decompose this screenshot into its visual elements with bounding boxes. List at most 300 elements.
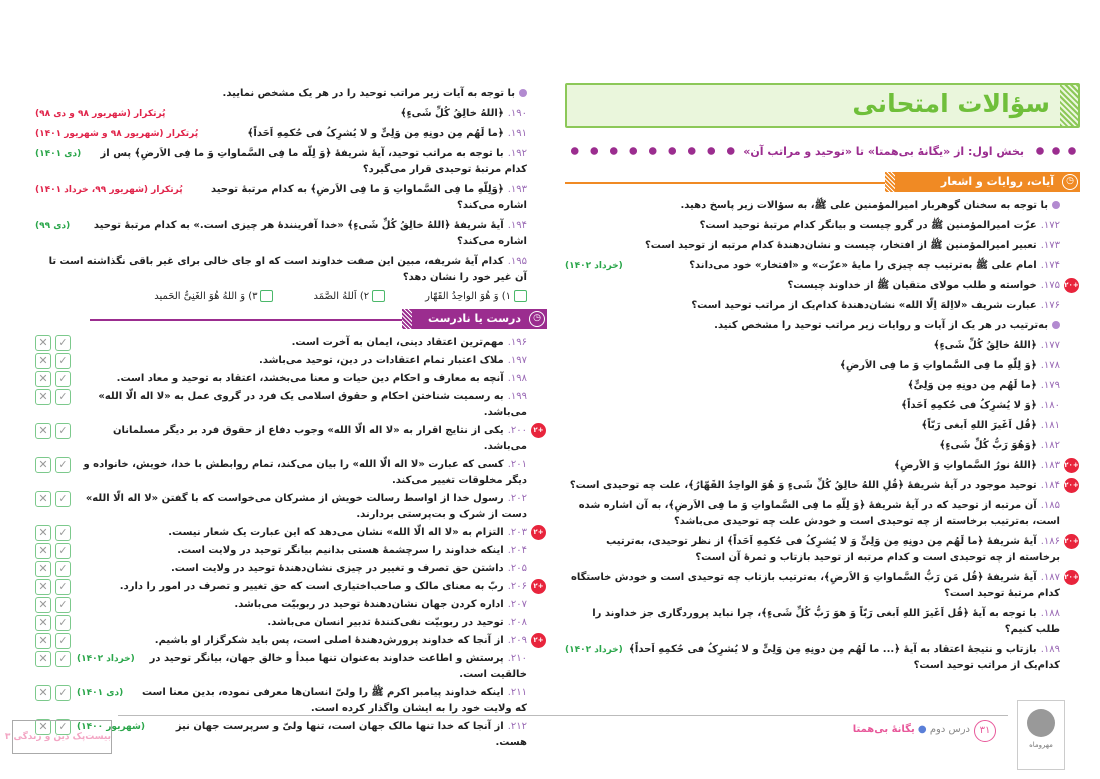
question-number: ۱۸۴. xyxy=(1040,480,1060,491)
question-text: ﴿ما لَهُم مِن دونِهِ مِن وَلِیٍّ﴾ xyxy=(907,380,1037,391)
false-box[interactable]: ✕ xyxy=(35,651,51,667)
answer-options xyxy=(35,289,527,305)
question-number: ۲۰۰. xyxy=(507,425,527,436)
question-item xyxy=(565,278,1080,294)
question-number: ۱۸۰. xyxy=(1040,400,1060,411)
repeat-tag: پُرتکرار (شهریور ۹۸ و شهریور ۱۴۰۱) xyxy=(35,129,199,139)
question-text: اداره کردن جهان نشان‌دهندهٔ توحید در ربوبیّت می‌باشد. xyxy=(234,599,504,610)
false-box[interactable]: ✕ xyxy=(35,353,51,369)
question-text: التزام به «لا اله الّا الله» نشان می‌دهد که این عبارت یک شعار نیست. xyxy=(168,527,504,538)
true-false-boxes xyxy=(35,423,71,439)
question-number: ۱۹۷. xyxy=(507,355,527,366)
false-box[interactable]: ✕ xyxy=(35,633,51,649)
true-false-boxes xyxy=(35,371,71,387)
question-text: داشتن حق تصرف و تغییر در چیزی نشان‌دهندهٔ توحید در ولایت است. xyxy=(171,563,504,574)
question-body xyxy=(35,218,527,250)
question-item xyxy=(565,378,1080,394)
badge-gutter xyxy=(1060,238,1080,254)
question-text: توحید موجود در آیهٔ شریفهٔ ﴿قُلِ اللهُ خالِقُ کُلِّ شَیءٍ وَ هُوَ الواحِدُ القَهّارُ﴾، علت چه توحیدی است؟ xyxy=(569,480,1037,491)
question-number: ۱۷۷. xyxy=(1040,340,1060,351)
question-text: بازتاب و نتیجهٔ اعتقاد به آیهٔ ﴿... ما لَهُم مِن دونِهِ مِن وَلِیٍّ و لا یُشرِکُ فی حُکمِهِ اَحداً﴾ کدام‌یک از مراتب توحید است؟ xyxy=(629,644,1060,671)
question-text: ﴿وَ لِلّهِ ما فِی السَّماواتِ وَ ما فِی الاَرضِ﴾ xyxy=(839,360,1037,371)
badge-gutter xyxy=(527,254,547,270)
question-number: ۱۸۲. xyxy=(1040,440,1060,451)
question-number: ۱۸۹. xyxy=(1040,644,1060,655)
true-false-boxes xyxy=(35,685,71,701)
question-number: ۱۹۵. xyxy=(507,256,527,267)
question-text: پرستش و اطاعت خداوند به‌عنوان تنها مبدأ و خالق جهان، بیانگر توحید در خالقیت است. xyxy=(149,653,527,680)
exam-date-note: (دی ۱۴۰۱) xyxy=(35,149,82,159)
repeat-tag: پُرتکرار (شهریور ۹۹، خرداد ۱۴۰۱) xyxy=(35,185,183,195)
question-body xyxy=(77,543,527,559)
question-text: به رسمیت شناختن احکام و حقوق اسلامی یک فرد در گروی عمل به «لا اله الّا الله» می‌باشد. xyxy=(98,391,527,418)
question-number: ۲۰۲. xyxy=(507,493,527,504)
score-badge: +۲ xyxy=(531,423,546,438)
question-body xyxy=(565,418,1060,434)
question-body xyxy=(77,457,527,489)
question-body xyxy=(565,278,1060,294)
badge-gutter xyxy=(1060,338,1080,354)
true-box[interactable]: ✓ xyxy=(55,579,71,595)
option-checkbox[interactable] xyxy=(514,290,527,302)
question-body xyxy=(35,146,527,178)
badge-gutter xyxy=(1060,642,1080,658)
question-continuation: است و کدام مرتبه از توحید بازتاب و ثمرهٔ آن است؟ xyxy=(695,552,947,563)
score-badge: +۲ xyxy=(531,579,546,594)
badge-gutter xyxy=(527,597,547,613)
true-box[interactable]: ✓ xyxy=(55,651,71,667)
question-body xyxy=(565,358,1060,374)
section-header-verses: ◷ آیات، روایات و اشعار xyxy=(565,172,1080,192)
question-number: ۱۷۳. xyxy=(1040,240,1060,251)
question-item xyxy=(565,570,1080,602)
badge-gutter xyxy=(527,651,547,667)
true-box[interactable]: ✓ xyxy=(55,633,71,649)
true-false-boxes xyxy=(35,651,71,667)
true-box[interactable]: ✓ xyxy=(55,491,71,507)
badge-gutter xyxy=(1060,570,1080,586)
bullet-icon xyxy=(1052,321,1060,329)
question-item xyxy=(35,685,547,717)
question-body xyxy=(565,318,1060,334)
answer-option[interactable] xyxy=(425,289,527,305)
question-number: ۱۸۶. xyxy=(1040,536,1060,547)
question-text: اینکه خداوند پیامبر اکرم ﷺ را ولیّ انسان‌ها معرفی نموده، بدین معنا است که ولایت خود را به ایشان واگذار کرده است. xyxy=(141,687,527,714)
question-text: تعبیر امیرالمؤمنین ﷺ از افتخار، چیست و نشان‌دهندهٔ کدام مرتبه از توحید است؟ xyxy=(644,240,1037,251)
false-box[interactable]: ✕ xyxy=(35,543,51,559)
question-number: ۱۷۹. xyxy=(1040,380,1060,391)
question-text: با توجه به سخنان گوهربار امیرالمؤمنین علی ﷺ، به سؤالات زیر پاسخ دهید. xyxy=(680,200,1048,211)
true-false-boxes xyxy=(35,597,71,613)
badge-gutter xyxy=(527,615,547,631)
question-body xyxy=(77,423,527,455)
true-box[interactable]: ✓ xyxy=(55,371,71,387)
question-body xyxy=(565,378,1060,394)
question-text: کسی که عبارت «لا اله الّا الله» را بیان می‌کند، تمام روابطش با خدا، خویش، خانواده و دیگر مخلوقات تغییر می‌کند. xyxy=(83,459,527,486)
question-item xyxy=(565,298,1080,314)
question-text: با توجه به آیات زیر مراتب توحید را در هر یک مشخص نمایید. xyxy=(222,88,515,99)
badge-gutter xyxy=(1060,534,1080,550)
question-number: ۱۷۶. xyxy=(1040,300,1060,311)
instruction xyxy=(565,198,1080,214)
question-number: ۱۸۳. xyxy=(1040,460,1060,471)
question-item xyxy=(565,458,1080,474)
question-item xyxy=(565,398,1080,414)
badge-gutter xyxy=(1060,606,1080,622)
question-number: ۱۷۴. xyxy=(1040,260,1060,271)
publisher-logo: مهروماه xyxy=(1017,700,1065,770)
question-body xyxy=(565,458,1060,474)
badge-gutter xyxy=(1060,278,1080,294)
question-text: آیهٔ شریفهٔ ﴿قُل مَن رَبُّ السَّماواتِ وَ الاَرضِ﴾، به‌ترتیب بازتاب چه توحیدی است و خودش خاستگاه کدام مرتبهٔ xyxy=(570,572,1060,599)
true-false-boxes xyxy=(35,543,71,559)
question-item xyxy=(35,371,547,387)
part-title-row xyxy=(565,143,1080,159)
question-item xyxy=(35,543,547,559)
question-number: ۱۸۱. xyxy=(1040,420,1060,431)
question-number: ۱۷۲. xyxy=(1040,220,1060,231)
question-text: ﴿ما لَهُم مِن دونِهِ مِن وَلِیٍّ و لا یُشرِکُ فی حُکمِهِ اَحَداً﴾ xyxy=(247,128,504,139)
question-body xyxy=(77,615,527,631)
true-box[interactable]: ✓ xyxy=(55,457,71,473)
badge-gutter xyxy=(1060,218,1080,234)
true-false-boxes xyxy=(35,615,71,631)
false-box[interactable]: ✕ xyxy=(35,579,51,595)
question-body xyxy=(77,525,527,541)
false-box[interactable]: ✕ xyxy=(35,389,51,405)
question-item xyxy=(35,146,547,178)
question-item xyxy=(565,258,1080,274)
question-body xyxy=(565,478,1060,494)
question-text: کدام آیهٔ شریفه، مبین این صفت خداوند است که او جای خالی برای غیر باقی نگذاشته است تا آن غیر خود را نشان دهد؟ xyxy=(48,256,527,283)
true-false-boxes xyxy=(35,525,71,541)
question-text: به‌ترتیب در هر یک از آیات و روایات زیر مراتب توحید را مشخص کنید. xyxy=(714,320,1048,331)
badge-gutter xyxy=(1060,358,1080,374)
score-badge: +۲۰ xyxy=(1064,478,1079,493)
question-body xyxy=(77,561,527,577)
question-item xyxy=(35,106,547,122)
question-text: با توجه به آیهٔ ﴿قُل اَغَیرَ اللهِ اَبغی رَبّاً وَ هوَ رَبُّ کُلِّ شَیءٍ﴾، چرا نباید پروردگاری جز خداوند را طلب کنیم؟ xyxy=(592,608,1060,635)
badge-gutter xyxy=(1060,458,1080,474)
bullet-icon xyxy=(1052,201,1060,209)
answer-option[interactable] xyxy=(154,289,273,305)
question-number: ۲۰۹. xyxy=(507,635,527,646)
question-item xyxy=(565,418,1080,434)
question-item xyxy=(35,126,547,142)
question-body xyxy=(129,685,527,717)
question-continuation: برخاسته از چه توحیدی است و خودش علت چه توحیدی می‌باشد؟ xyxy=(673,516,988,527)
option-label: ۲) اَللهُ الصَّمَد xyxy=(313,291,370,302)
question-number: ۲۰۵. xyxy=(507,563,527,574)
true-false-boxes xyxy=(35,579,71,595)
question-body xyxy=(77,353,527,369)
question-text: ملاک اعتبار تمام اعتقادات در دین، توحید می‌باشد. xyxy=(259,355,504,366)
exam-title: سؤالات امتحانی xyxy=(852,89,1050,118)
question-text: ﴿اللهُ خالِقُ کُلِّ شَیءٍ﴾ xyxy=(400,108,504,119)
score-badge: +۲۰ xyxy=(1064,534,1079,549)
question-text: مهم‌ترین اعتقاد دینی، ایمان به آخرت است. xyxy=(291,337,504,348)
true-box[interactable]: ✓ xyxy=(55,423,71,439)
badge-gutter xyxy=(527,457,547,473)
true-box[interactable]: ✓ xyxy=(55,389,71,405)
true-box[interactable]: ✓ xyxy=(55,597,71,613)
true-false-boxes xyxy=(35,457,71,473)
question-text: اینکه خداوند را سرچشمهٔ هستی بدانیم بیانگر توحید در ولایت است. xyxy=(177,545,504,556)
question-body xyxy=(77,579,527,595)
question-body xyxy=(565,198,1060,214)
question-body xyxy=(141,651,527,683)
question-number: ۲۰۶. xyxy=(507,581,527,592)
question-item xyxy=(565,498,1080,530)
question-body xyxy=(565,642,1060,674)
question-body xyxy=(35,182,527,214)
badge-gutter xyxy=(527,86,547,102)
badge-gutter xyxy=(527,106,547,122)
question-body xyxy=(77,389,527,421)
question-text: توحید در ربوبیّت نفی‌کنندهٔ تدبیر انسان می‌باشد. xyxy=(267,617,504,628)
true-box[interactable]: ✓ xyxy=(55,353,71,369)
false-box[interactable]: ✕ xyxy=(35,423,51,439)
question-body xyxy=(77,335,527,351)
exam-date-note: (شهریور ۱۴۰۰) xyxy=(77,722,145,732)
page-number: ۳۱ xyxy=(974,720,996,742)
badge-gutter xyxy=(527,146,547,162)
question-body xyxy=(35,254,527,305)
question-number: ۱۸۸. xyxy=(1040,608,1060,619)
exam-date-note: (دی ۹۹) xyxy=(35,221,71,231)
question-number: ۲۰۱. xyxy=(507,459,527,470)
option-label: ۱) وَ هُوَ الواحِدُ القَهّار xyxy=(425,291,511,302)
true-box[interactable]: ✓ xyxy=(55,525,71,541)
question-text: ﴿قُل اَغَیرَ اللهِ اَبغی رَبّاً﴾ xyxy=(921,420,1037,431)
badge-gutter xyxy=(527,335,547,351)
badge-gutter xyxy=(1060,318,1080,334)
question-item xyxy=(35,615,547,631)
badge-gutter xyxy=(527,423,547,439)
question-body xyxy=(565,258,1060,274)
false-box[interactable]: ✕ xyxy=(35,491,51,507)
part-title: بخش اول: از «یگانهٔ بی‌همتا» تا «توحید و مراتب آن» xyxy=(743,144,1024,158)
false-box[interactable]: ✕ xyxy=(35,561,51,577)
question-text: عزّت امیرالمؤمنین ﷺ در گرو چیست و بیانگر کدام مرتبهٔ توحید است؟ xyxy=(699,220,1037,231)
question-body xyxy=(77,633,527,649)
true-false-boxes xyxy=(35,633,71,649)
question-item xyxy=(35,525,547,541)
true-box[interactable]: ✓ xyxy=(55,543,71,559)
question-item xyxy=(35,651,547,683)
badge-gutter xyxy=(527,561,547,577)
true-false-boxes xyxy=(35,353,71,369)
badge-gutter xyxy=(1060,478,1080,494)
question-number: ۲۱۰. xyxy=(507,653,527,664)
question-item xyxy=(35,335,547,351)
question-text: ﴿اللهُ نورُ السَّماواتِ وَ الاَرضِ﴾ xyxy=(894,460,1037,471)
question-text: آیهٔ شریفهٔ ﴿ما لَهُم مِن دونِهِ مِن وَلِیٍّ وَ لا یُشرِکُ فی حُکمِهِ اَحَداً﴾ از نظر توحیدی، به‌ترتیب برخاسته از چه توحیدی xyxy=(606,536,1060,563)
option-checkbox[interactable] xyxy=(372,290,385,302)
false-box[interactable]: ✕ xyxy=(35,719,51,735)
question-number: ۱۹۰. xyxy=(507,108,527,119)
question-number: ۲۰۷. xyxy=(507,599,527,610)
question-body xyxy=(35,106,527,122)
question-number: ۱۹۸. xyxy=(507,373,527,384)
question-item xyxy=(35,491,547,523)
true-false-boxes xyxy=(35,491,71,507)
question-body xyxy=(77,491,527,523)
question-number: ۱۹۱. xyxy=(507,128,527,139)
question-item xyxy=(35,182,547,214)
repeat-tag: پُرتکرار (شهریور ۹۸ و دی ۹۸) xyxy=(35,109,166,119)
lesson-breadcrumb: درس دوم ● یگانهٔ بی‌همتا xyxy=(852,724,970,735)
question-number: ۲۱۲. xyxy=(507,721,527,732)
question-text: آنچه به معارف و احکام دین حیات و معنا می‌بخشد، اعتقاد به توحید و معاد است. xyxy=(116,373,504,384)
score-badge: +۲۰ xyxy=(1064,278,1079,293)
question-body xyxy=(77,371,527,387)
question-body xyxy=(565,338,1060,354)
badge-gutter xyxy=(527,543,547,559)
badge-gutter xyxy=(1060,258,1080,274)
question-body xyxy=(565,298,1060,314)
question-text: از آنجا که خدا تنها مالک جهان است، تنها ولیّ و سرپرست جهان نیز هست. xyxy=(175,721,527,748)
option-label: ۳) وَ اللهُ هُوَ الغَنِیُّ الحَمید xyxy=(154,291,258,302)
question-number: ۱۹۴. xyxy=(507,220,527,231)
score-badge: +۲ xyxy=(531,633,546,648)
badge-gutter xyxy=(527,685,547,701)
question-text: رسول خدا از اواسط رسالت خویش از مشرکان می‌خواست که با گفتن «لا اله الّا الله» دست از شرک و بت‌پرستی بردارند. xyxy=(85,493,527,520)
question-text: از آنجا که خداوند پرورش‌دهندهٔ اصلی است، پس باید شکرگزار او باشیم. xyxy=(154,635,504,646)
question-item xyxy=(35,218,547,250)
instruction xyxy=(565,318,1080,334)
false-box[interactable]: ✕ xyxy=(35,457,51,473)
question-body xyxy=(565,218,1060,234)
badge-gutter xyxy=(1060,298,1080,314)
stopwatch-icon: ◷ xyxy=(1062,174,1078,190)
badge-gutter xyxy=(527,182,547,198)
badge-gutter xyxy=(1060,398,1080,414)
question-body xyxy=(565,534,1060,566)
question-body xyxy=(565,606,1060,638)
brand-watermark: بیست‌پک دین و زندگی ۳ xyxy=(12,720,112,754)
question-body xyxy=(35,86,527,102)
question-number: ۲۰۸. xyxy=(507,617,527,628)
answer-option[interactable] xyxy=(313,289,385,305)
question-text: با توجه به مراتب توحید، آیهٔ شریفهٔ ﴿وَ لِلّه ما فِی السَّماواتِ وَ ما فِی الاَرضِ﴾ پس از کدام مرتبهٔ توحیدی قرار می‌گیرد؟ xyxy=(100,148,527,175)
option-checkbox[interactable] xyxy=(260,290,273,302)
question-body xyxy=(565,238,1060,254)
question-body xyxy=(151,719,527,751)
badge-gutter xyxy=(527,719,547,735)
question-number: ۱۸۷. xyxy=(1040,572,1060,583)
question-item xyxy=(35,561,547,577)
question-item xyxy=(35,597,547,613)
question-item xyxy=(565,438,1080,454)
true-box[interactable]: ✓ xyxy=(55,719,71,735)
exam-date-note: (خرداد ۱۴۰۲) xyxy=(77,654,135,664)
question-number: ۲۱۱. xyxy=(507,687,527,698)
question-text: ربّ به معنای مالک و صاحب‌اختیاری است که حق تغییر و تصرف در امور را دارد. xyxy=(119,581,504,592)
false-box[interactable]: ✕ xyxy=(35,685,51,701)
badge-gutter xyxy=(527,579,547,595)
question-number: ۲۰۴. xyxy=(507,545,527,556)
score-badge: +۲ xyxy=(531,525,546,540)
question-text: ﴿وَلِلّهِ ما فِی السَّماواتِ وَ ما فِی الاَرضِ﴾ به کدام مرتبهٔ توحید اشاره می‌کند؟ xyxy=(210,184,527,211)
question-text: خواسته و طلب مولای متقیان ﷺ از خداوند چیست؟ xyxy=(787,280,1037,291)
bullet-icon: ● xyxy=(917,724,927,735)
question-item xyxy=(35,457,547,489)
question-text: عبارت شریف «لااِلهَ اِلّا الله» نشان‌دهندهٔ کدام‌یک از مراتب توحید است؟ xyxy=(691,300,1037,311)
true-box[interactable]: ✓ xyxy=(55,615,71,631)
badge-gutter xyxy=(1060,498,1080,514)
question-number: ۱۹۳. xyxy=(507,184,527,195)
question-number: ۱۹۲. xyxy=(507,148,527,159)
question-text: آن مرتبه از توحید که در آیهٔ شریفهٔ ﴿وَ لِلّهِ ما فِی السَّماواتِ وَ ما فِی الاَرضِ﴾، به آن اشاره شده است، به‌ترتیب xyxy=(578,500,1060,527)
badge-gutter xyxy=(527,491,547,507)
question-body xyxy=(565,570,1060,602)
exam-date-note: (خرداد ۱۴۰۲) xyxy=(565,645,623,655)
false-box[interactable]: ✕ xyxy=(35,525,51,541)
badge-gutter xyxy=(527,218,547,234)
badge-gutter xyxy=(1060,418,1080,434)
exam-title-box xyxy=(565,83,1080,128)
question-body xyxy=(565,438,1060,454)
score-badge: +۲۰ xyxy=(1064,570,1079,585)
question-number: ۲۰۳. xyxy=(507,527,527,538)
question-item xyxy=(565,358,1080,374)
stopwatch-icon: ◷ xyxy=(529,311,545,327)
question-item xyxy=(565,338,1080,354)
question-continuation: توحید است؟ xyxy=(944,588,1005,599)
false-box[interactable]: ✕ xyxy=(35,335,51,351)
question-item xyxy=(35,579,547,595)
question-item xyxy=(565,238,1080,254)
score-badge: +۲۰ xyxy=(1064,458,1079,473)
badge-gutter xyxy=(527,371,547,387)
badge-gutter xyxy=(527,389,547,405)
question-body xyxy=(565,498,1060,530)
true-false-boxes xyxy=(35,389,71,405)
true-box[interactable]: ✓ xyxy=(55,561,71,577)
question-item xyxy=(565,218,1080,234)
badge-gutter xyxy=(1060,198,1080,214)
instruction xyxy=(35,86,547,102)
question-number: ۱۹۶. xyxy=(507,337,527,348)
exam-date-note: (دی ۱۴۰۱) xyxy=(77,688,124,698)
badge-gutter xyxy=(527,353,547,369)
question-item xyxy=(35,254,547,305)
badge-gutter xyxy=(1060,378,1080,394)
bullet-icon xyxy=(519,89,527,97)
false-box[interactable]: ✕ xyxy=(35,615,51,631)
true-box[interactable]: ✓ xyxy=(55,685,71,701)
badge-gutter xyxy=(527,525,547,541)
true-false-boxes xyxy=(35,561,71,577)
badge-gutter xyxy=(527,633,547,649)
question-number: ۱۸۵. xyxy=(1040,500,1060,511)
question-item xyxy=(35,423,547,455)
question-text: آیهٔ شریفهٔ ﴿اللهُ خالِقُ کُلِّ شَیءٍ﴾ «خدا آفرینندهٔ هر چیزی است.» به کدام مرتبهٔ توحید اشاره می‌کند؟ xyxy=(93,220,527,247)
section-header-true-false: ◷ درست یا نادرست xyxy=(35,309,547,329)
question-body xyxy=(565,398,1060,414)
question-body xyxy=(77,597,527,613)
exam-date-note: (خرداد ۱۴۰۲) xyxy=(565,261,623,271)
true-box[interactable]: ✓ xyxy=(55,335,71,351)
question-number: ۱۷۵. xyxy=(1040,280,1060,291)
question-item xyxy=(35,389,547,421)
false-box[interactable]: ✕ xyxy=(35,597,51,613)
question-text: ﴿وَ لا یُشرِکُ فی حُکمِهِ اَحَداً﴾ xyxy=(901,400,1037,411)
question-number: ۱۷۸. xyxy=(1040,360,1060,371)
question-item xyxy=(35,633,547,649)
false-box[interactable]: ✕ xyxy=(35,371,51,387)
